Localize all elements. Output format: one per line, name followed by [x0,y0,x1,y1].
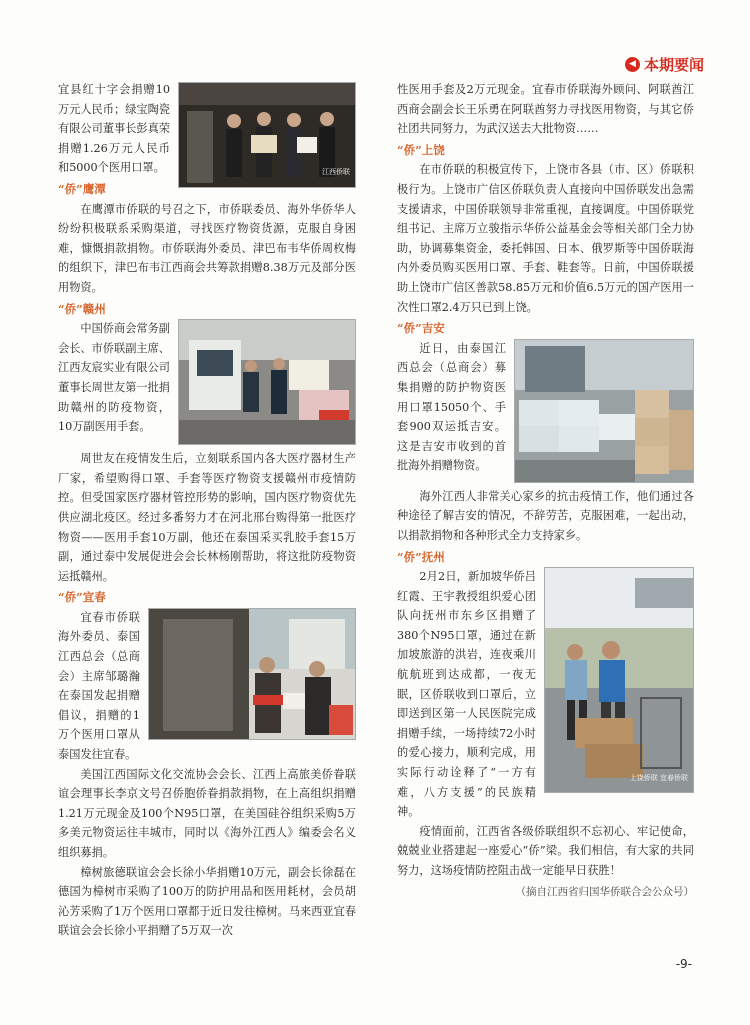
photo-jian-boxes [514,339,694,483]
source-note: （摘自江西省归国华侨联合会公众号） [515,885,694,898]
photo-watermark: 江西侨联 [322,168,350,177]
truck-unloading-image [179,320,355,444]
photo-ganzhou-supplies [178,319,356,445]
photo-watermark: 上饶侨联 宜春侨联 [629,773,688,782]
paragraph-yichun-2: 美国江西国际文化交流协会会长、江西上高旅美侨眷联谊会理事长李京文号召侨胞侨眷捐款捐物，在上高组织捐赠1.21万元现金及100个N95口罩，在美国硅谷组织采购5万多美元物资运往丰城市，同时以《海外江西人》编委会名义组织募捐。 [58,767,356,859]
photo-yichun-donation [148,608,356,740]
paragraph-ganzhou-1: 中国侨商会常务副会长、市侨联副主席、江西友宸实业有限公司董事长周世友第一批捐助赣州的防疫物资，10万副医用手套。 [58,322,170,434]
stacked-boxes-image [515,340,693,482]
heading-shangrao: “侨”上饶 [397,142,445,157]
paragraph-yichun-1: 宜春市侨联海外委员、泰国江西总会（总商会）主席邹璐瀚在泰国发起捐赠倡议，捐赠的1万个医用口罩从泰国发往宜春。 [58,610,140,762]
photo-fuzhou-airport [544,567,694,793]
heading-yichun: “侨”宜春 [58,590,106,605]
paragraph-fuzhou: 2月2日，新加坡华侨吕红霞、王宇教授组织爱心团队向抚州市东乡区捐赠了380个N95口罩，通过在新加坡旅游的洪岩，连夜乘川航航班到达成都，一夜无眠，区侨联收到口罩后，立即送到区第一人民医院完成捐赠手续，一场持续72小时的爱心接力，顺利完成，用实际行动诠释了“一方有难，八方支援”的民族精神。 [397,570,536,819]
heading-fuzhou: “侨”抚州 [397,549,445,564]
arrow-left-icon: ◀ [625,57,640,72]
paragraph-yingtan: 在鹰潭市侨联的号召之下，市侨联委员、海外华侨华人纷纷积极联系采购渠道，寻找医疗物资货源，克服自身困难，慷慨捐款捐物。市侨联海外委员、津巴布韦华侨周枚梅的组织下，津巴布韦江西商会共筹款捐赠8.38万元及部分医用物资。 [58,202,356,294]
page-number: -9- [675,957,692,971]
paragraph-conclusion: 疫情面前，江西省各级侨联组织不忘初心、牢记使命，兢兢业业搭建起一座爱心“侨”梁。我们相信，有大家的共同努力，这场疫情防控阻击战一定能早日获胜！ [397,824,694,877]
photo-donation-certificate [178,82,356,188]
paragraph-jian-2: 海外江西人非常关心家乡的抗击疫情工作，他们通过各种途径了解吉安的情况，不辞劳苦，克服困难，一起出动，以捐款捐物和各种形式全力支持家乡。 [397,489,694,542]
paragraph-shangrao: 在市侨联的积极宣传下，上饶市各县（市、区）侨联积极行为。上饶市广信区侨联负责人直接向中国侨联发出急需支援请求，中国侨联领导非常重视，直接调度。中国侨联党组书记、主席万立骏指示华侨公益基金会等相关部门全力协助，协调募集资金，委托韩国、日本、俄罗斯等中国侨联海内外委员购买医用口罩、手套、鞋套等。日前，中国侨联援助上饶市广信区善款58.85万元和价值6.5万元的国产医用一次性口罩2.4万只已到上饶。 [397,163,694,314]
right-column [397,80,694,902]
section-header [625,54,704,75]
heading-yingtan: “侨”鹰潭 [58,181,106,196]
airport-volunteers-image [545,568,693,792]
left-column [58,80,356,941]
paragraph-jian-1: 近日，由泰国江西总会（总商会）募集捐赠的防护物资医用口罩15050个、手套900双运抵吉安。这是吉安市收到的首批海外捐赠物资。 [397,341,506,473]
section-title: 本期要闻 [643,56,704,74]
paragraph-yichun-3: 樟树旅德联谊会会长徐小华捐赠10万元，副会长徐磊在德国为樟树市采购了100万的防护用品和医用耗材，会员胡沁芳采购了1万个医用口罩都于近日发往樟树。马来西亚宜春联谊会会长徐小平捐赠了5万双一次 [58,865,356,938]
paragraph-intro: 宜县红十字会捐赠10万元人民币；绿宝陶瓷有限公司董事长彭真荣捐赠1.26万元人民币和5000个医用口罩。 [58,83,170,175]
mask-handover-image [149,609,355,739]
paragraph-ganzhou-2: 周世友在疫情发生后，立刻联系国内各大医疗器材生产厂家，希望购得口罩、手套等医疗物资支援赣州市疫情防控。但受国家医疗器材管控形势的影响，国内医疗物资优先供应湖北疫区。经过多番努力才在河北邢台购得第一批医疗物资——医用手套10万副，他还在泰国采买乳胶手套15万副，通过泰中发展促进会会长林杨刚帮助，将这批防疫物资运抵赣州。 [58,452,356,583]
paragraph-continued: 性医用手套及2万元现金。宜春市侨联海外顾问、阿联酋江西商会副会长王乐勇在阿联酋努力寻找医用物资，与其它侨社团共同努力，为武汉送去大批物资…… [397,83,694,136]
heading-jian: “侨”吉安 [397,321,445,336]
heading-ganzhou: “侨”赣州 [58,301,106,316]
